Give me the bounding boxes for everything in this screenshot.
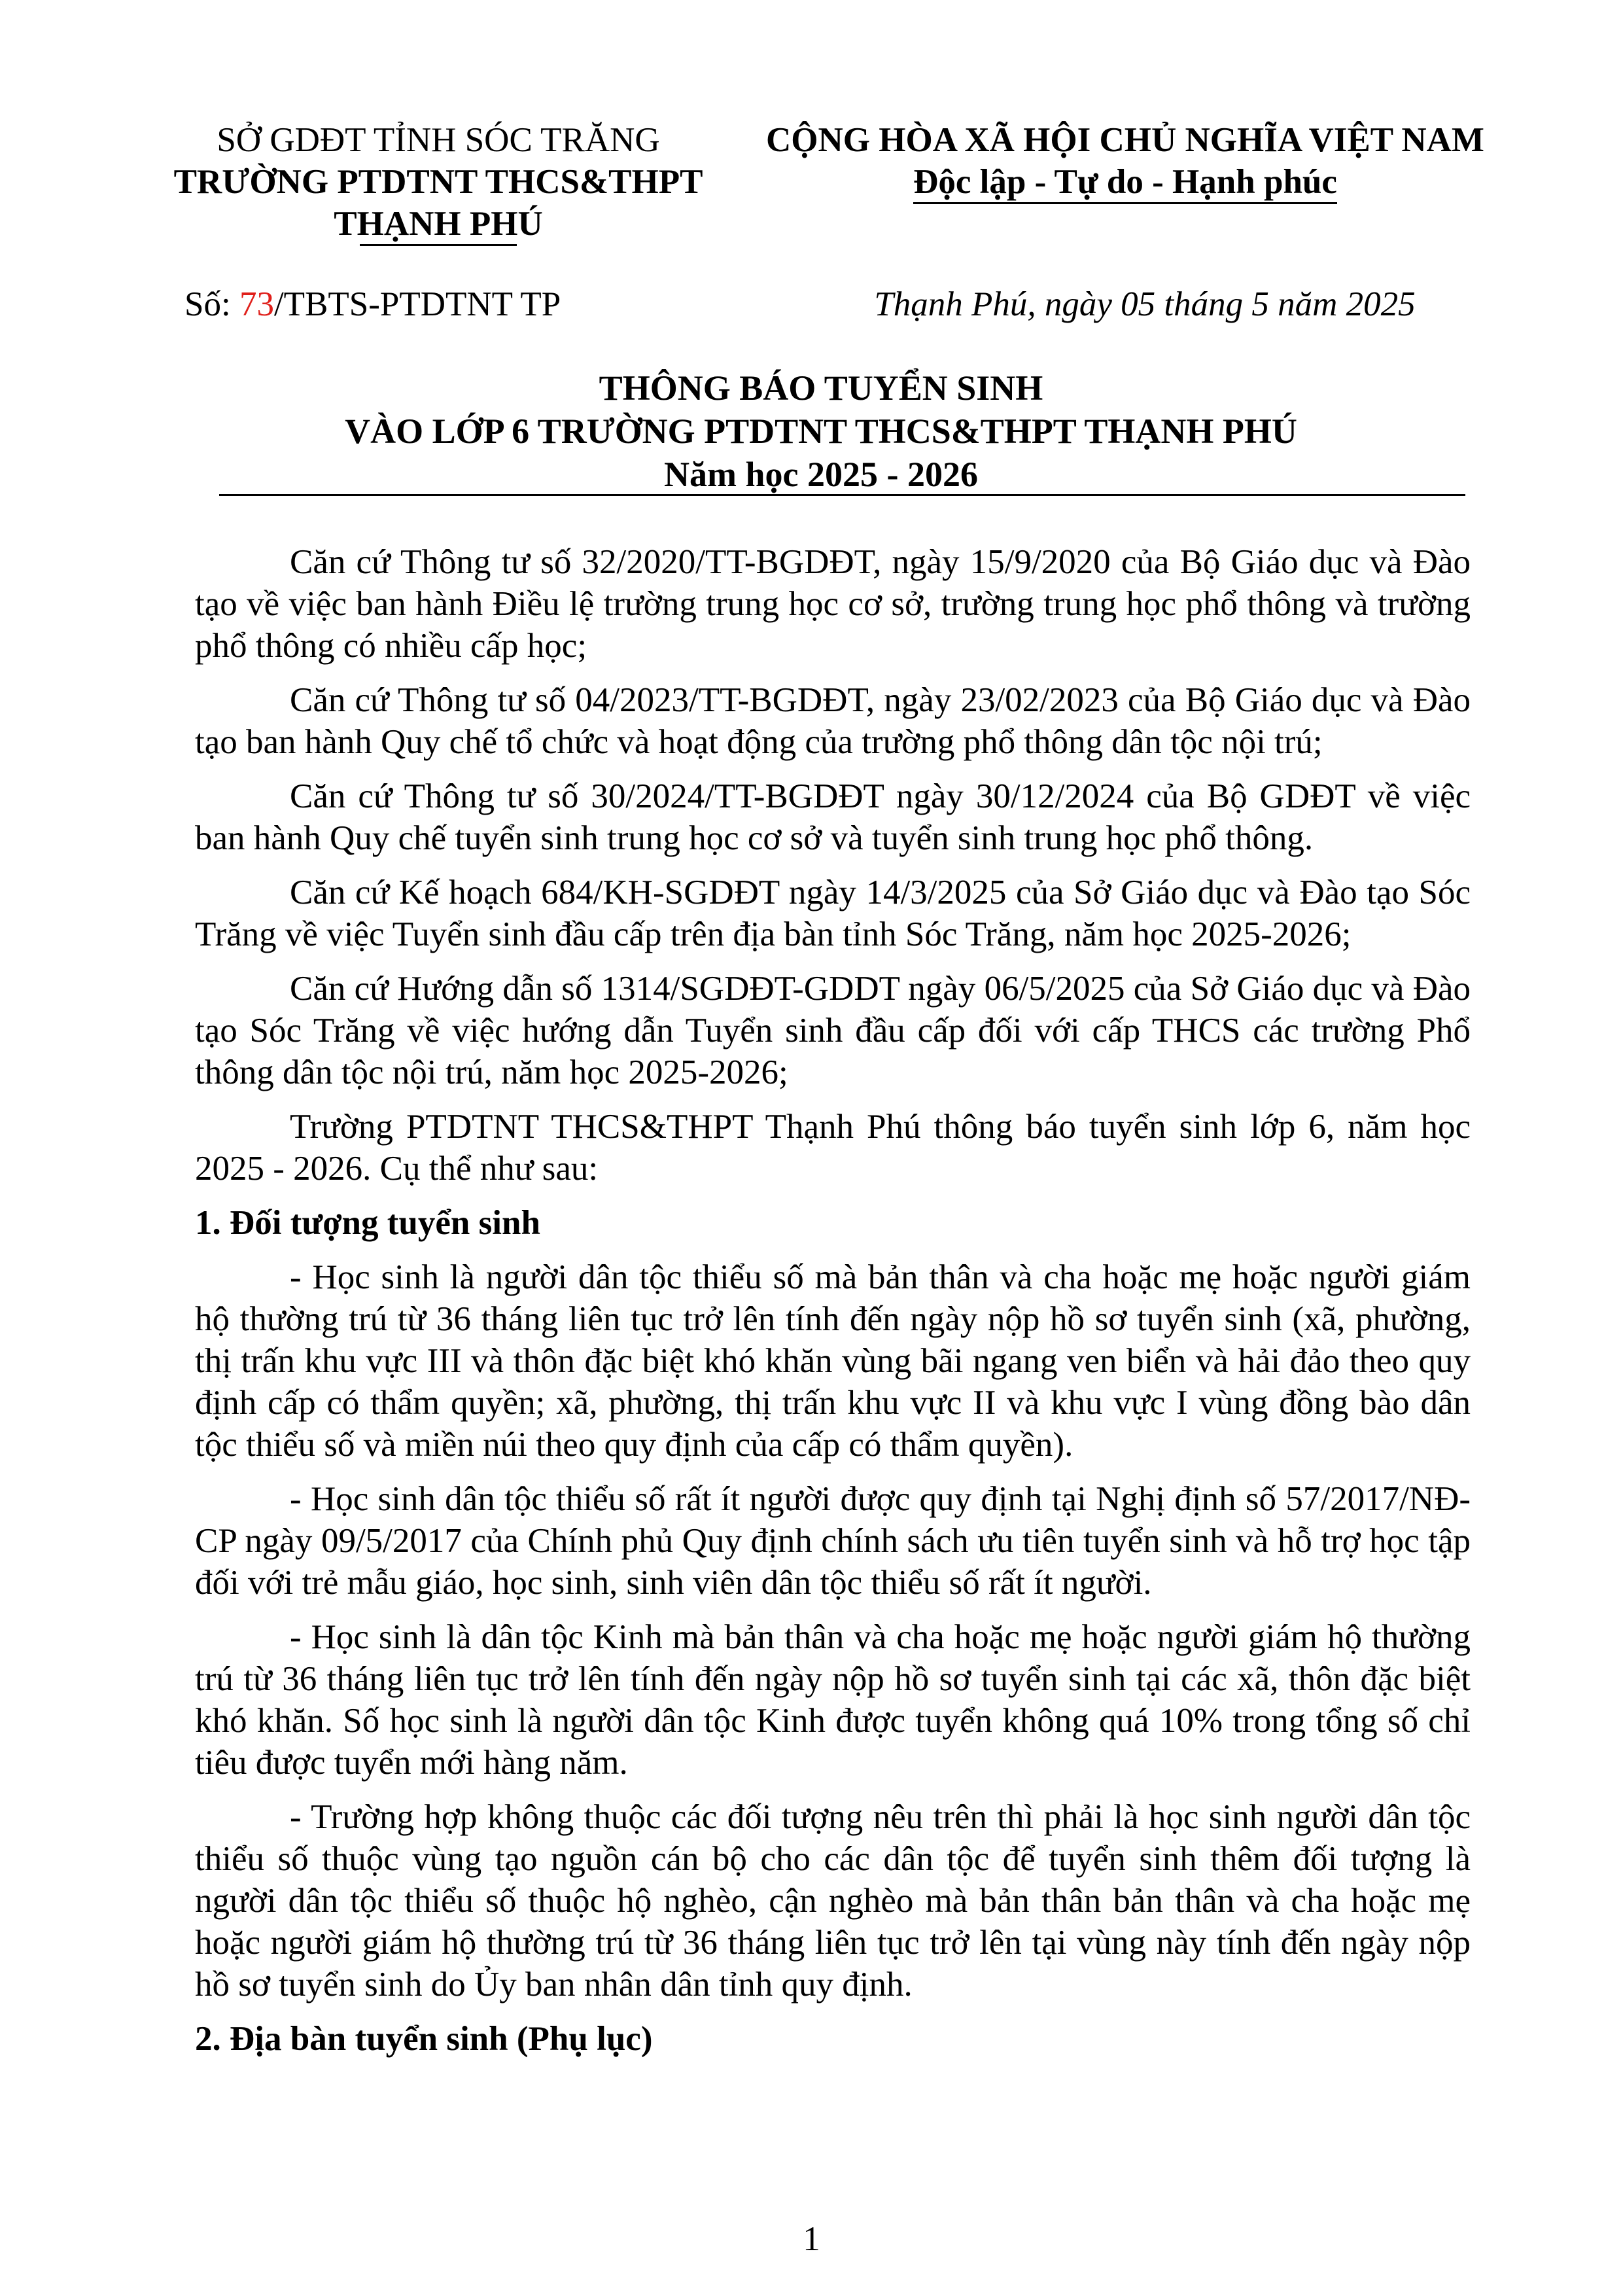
document-number: Số: 73/TBTS-PTDTNT TP — [184, 285, 561, 323]
section-heading: 1. Đối tượng tuyển sinh — [195, 1204, 540, 1242]
national-motto: Độc lập - Tự do - Hạnh phúc — [733, 161, 1518, 203]
preamble-paragraph: Căn cứ Kế hoạch 684/KH-SGDĐT ngày 14/3/2025 của Sở Giáo dục và Đào tạo Sóc Trăng về việc Tuyển sinh đầu cấp trên địa bàn tỉnh Sóc Trăng, năm học 2025-2026; — [195, 874, 1471, 953]
place-and-date: Thạnh Phú, ngày 05 tháng 5 năm 2025 — [874, 285, 1416, 323]
document-number-value: 73 — [239, 285, 274, 323]
school-name-line2: THẠNH PHÚ — [157, 203, 720, 245]
section-item: - Trường hợp không thuộc các đối tượng nêu trên thì phải là học sinh người dân tộc thiểu số thuộc vùng tạo nguồn cán bộ cho các dân tộc để tuyển sinh thêm đối tượng là người dân tộc thiểu số thuộc hộ nghèo, cận nghèo mà bản thân bản thân và cha hoặc mẹ hoặc người giám hộ thường trú từ 36 tháng liên tục trở lên tại vùng này tính đến ngày nộp hồ sơ tuyển sinh do Ủy ban nhân dân tỉnh quy định. — [195, 1798, 1471, 2004]
department-name: SỞ GDĐT TỈNH SÓC TRĂNG — [217, 121, 660, 159]
preamble-paragraph: Căn cứ Thông tư số 30/2024/TT-BGDĐT ngày 30/12/2024 của Bộ GDĐT về việc ban hành Quy chế tuyển sinh trung học cơ sở và tuyển sinh trung học phổ thông. — [195, 777, 1471, 857]
national-motto-block — [733, 119, 1518, 203]
section-item: - Học sinh là dân tộc Kinh mà bản thân và cha hoặc mẹ hoặc người giám hộ thường trú từ 36 tháng liên tục trở lên tính đến ngày nộp hồ sơ tuyển sinh tại các xã, thôn đặc biệt khó khăn. Số học sinh là người dân tộc Kinh được tuyển không quá 10% trong tổng số chỉ tiêu được tuyển mới hàng năm. — [195, 1618, 1471, 1782]
preamble-paragraph: Căn cứ Thông tư số 04/2023/TT-BGDĐT, ngày 23/02/2023 của Bộ Giáo dục và Đào tạo ban hành Quy chế tổ chức và hoạt động của trường phổ thông dân tộc nội trú; — [195, 681, 1471, 761]
page-number: 1 — [803, 2220, 820, 2258]
preamble-paragraph: Căn cứ Hướng dẫn số 1314/SGDĐT-GDDT ngày 06/5/2025 của Sở Giáo dục và Đào tạo Sóc Trăng về việc hướng dẫn Tuyển sinh đầu cấp đối với cấp THCS các trường Phổ thông dân tộc nội trú, năm học 2025-2026; — [195, 970, 1471, 1091]
preamble-paragraph: Căn cứ Thông tư số 32/2020/TT-BGDĐT, ngày 15/9/2020 của Bộ Giáo dục và Đào tạo về việc ban hành Điều lệ trường trung học cơ sở, trường trung học phổ thông và trường phổ thông có nhiều cấp học; — [195, 543, 1471, 665]
school-name-line1: TRƯỜNG PTDTNT THCS&THPT — [173, 163, 703, 201]
document-title — [157, 366, 1485, 496]
title-line3: Năm học 2025 - 2026 — [157, 453, 1485, 496]
section-heading: 2. Địa bàn tuyển sinh (Phụ lục) — [195, 2020, 653, 2058]
section-item: - Học sinh dân tộc thiểu số rất ít người được quy định tại Nghị định số 57/2017/NĐ-CP ngày 09/5/2017 của Chính phủ Quy định chính sách ưu tiên tuyển sinh và hỗ trợ học tập đối với trẻ mẫu giáo, học sinh, sinh viên dân tộc thiểu số rất ít người. — [195, 1480, 1471, 1602]
title-line2: VÀO LỚP 6 TRƯỜNG PTDTNT THCS&THPT THẠNH PHÚ — [345, 412, 1297, 451]
document-body — [195, 541, 1471, 2072]
preamble-paragraph: Trường PTDTNT THCS&THPT Thạnh Phú thông báo tuyển sinh lớp 6, năm học 2025 - 2026. Cụ thể như sau: — [195, 1108, 1471, 1188]
country-name: CỘNG HÒA XÃ HỘI CHỦ NGHĨA VIỆT NAM — [766, 121, 1484, 159]
title-line1: THÔNG BÁO TUYỂN SINH — [599, 368, 1043, 408]
issuing-agency-block — [157, 119, 720, 245]
section-item: - Học sinh là người dân tộc thiểu số mà bản thân và cha hoặc mẹ hoặc người giám hộ thường trú từ 36 tháng liên tục trở lên tính đến ngày nộp hồ sơ tuyển sinh (xã, phường, thị trấn khu vực III và thôn đặc biệt khó khăn vùng bãi ngang ven biển và hải đảo theo quy định cấp có thẩm quyền; xã, phường, thị trấn khu vực II và khu vực I vùng đồng bào dân tộc thiểu số và miền núi theo quy định của cấp có thẩm quyền). — [195, 1258, 1471, 1464]
